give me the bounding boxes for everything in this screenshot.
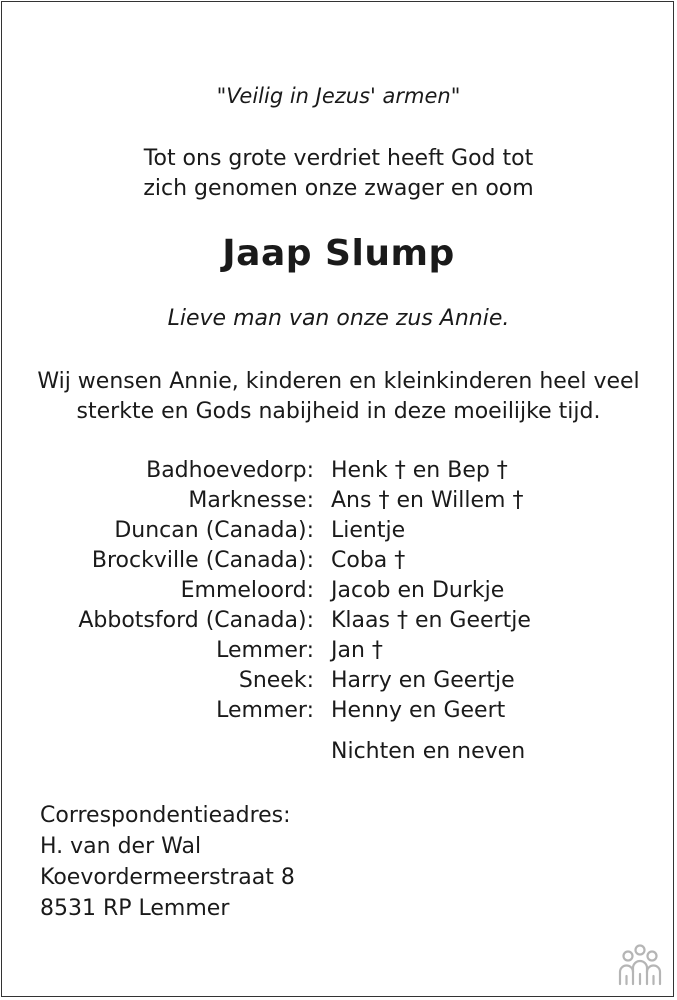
- address-line: 8531 RP Lemmer: [40, 896, 230, 921]
- intro-line: zich genomen onze zwager en oom: [143, 176, 534, 201]
- family-names: Klaas † en Geertje: [331, 608, 531, 633]
- family-place: Emmeloord:: [180, 578, 314, 603]
- family-place: Abbotsford (Canada):: [78, 608, 314, 633]
- family-names: Ans † en Willem †: [331, 488, 524, 513]
- address-line: H. van der Wal: [40, 834, 202, 859]
- family-names: Lientje: [331, 518, 406, 543]
- family-names: Henny en Geert: [331, 698, 506, 723]
- family-place: Lemmer:: [216, 698, 314, 723]
- family-row: [0, 606, 677, 636]
- subtitle: Lieve man van onze zus Annie.: [167, 306, 510, 331]
- family-names: Coba †: [331, 548, 406, 573]
- family-place: Badhoevedorp:: [146, 458, 314, 483]
- family-place: Duncan (Canada):: [114, 518, 314, 543]
- family-row: [0, 546, 677, 576]
- deceased-name: Jaap Slump: [222, 233, 455, 274]
- family-row: [0, 576, 677, 606]
- family-names: Jan †: [331, 638, 383, 663]
- wish-line: Wij wensen Annie, kinderen en kleinkinderen heel veel: [37, 369, 640, 394]
- family-row: [0, 516, 677, 546]
- closing-relatives: Nichten en neven: [331, 739, 526, 764]
- family-row: [0, 696, 677, 726]
- address-line: Koevordermeerstraat 8: [40, 865, 295, 890]
- family-list: [0, 456, 677, 726]
- wish-text: [0, 367, 677, 427]
- correspondence-address: [40, 800, 295, 924]
- family-names: Jacob en Durkje: [331, 578, 505, 603]
- family-place: Brockville (Canada):: [91, 548, 314, 573]
- family-row: [0, 486, 677, 516]
- family-place: Marknesse:: [188, 488, 314, 513]
- family-row: [0, 666, 677, 696]
- intro-line: Tot ons grote verdriet heeft God tot: [143, 146, 534, 171]
- intro-text: [0, 144, 677, 204]
- people-group-icon: [616, 944, 664, 986]
- family-names: Harry en Geertje: [331, 668, 515, 693]
- family-row: [0, 636, 677, 666]
- family-place: Sneek:: [238, 668, 314, 693]
- family-row: [0, 456, 677, 486]
- family-names: Henk † en Bep †: [331, 458, 508, 483]
- quote: "Veilig in Jezus' armen": [216, 84, 461, 108]
- family-place: Lemmer:: [216, 638, 314, 663]
- correspondence-label: Correspondentieadres:: [40, 803, 291, 828]
- wish-line: sterkte en Gods nabijheid in deze moeilijke tijd.: [76, 399, 601, 424]
